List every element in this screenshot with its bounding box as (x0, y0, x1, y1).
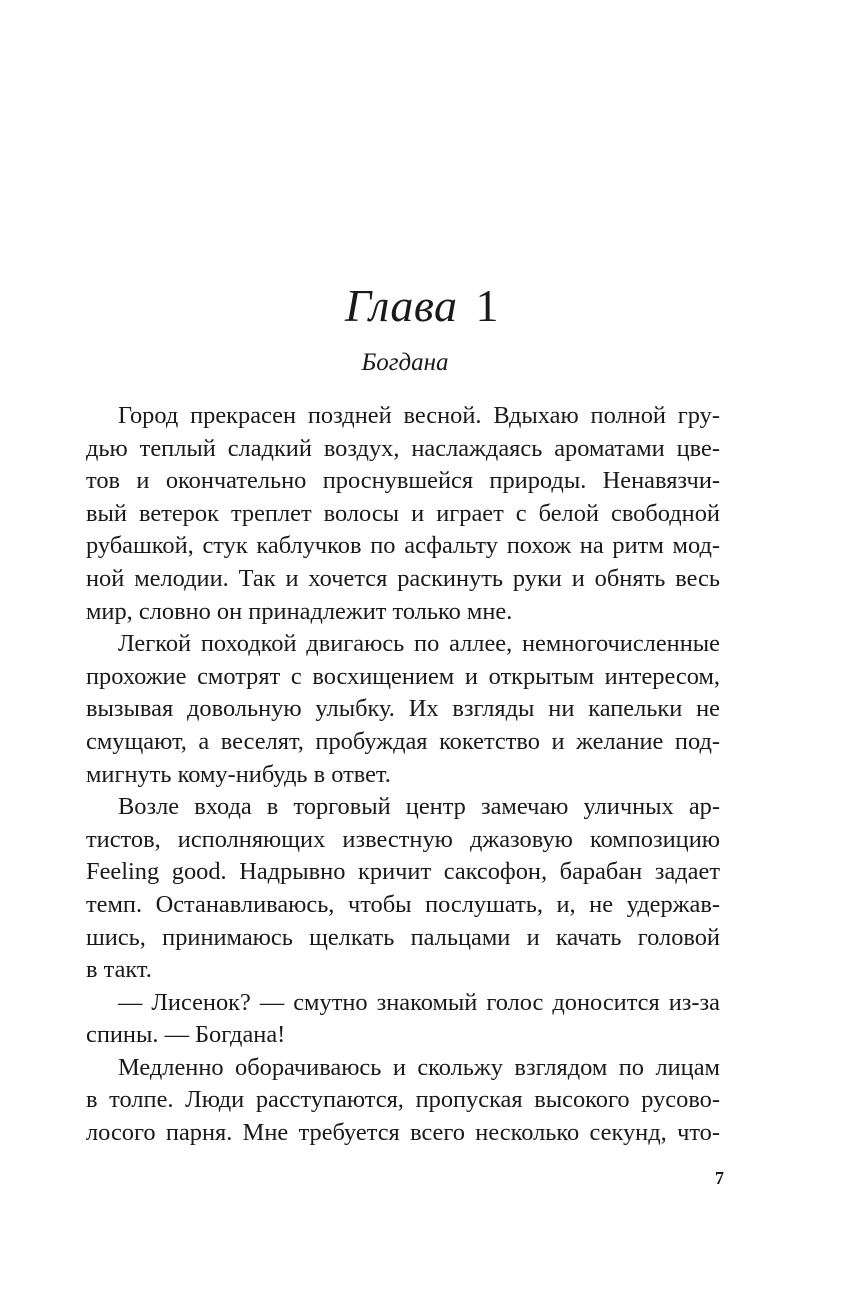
text-line: лосого парня. Мне требуется всего несколько секунд, что- (86, 1119, 720, 1147)
text-line: рубашкой, стук каблучков по асфальту похож на ритм мод- (86, 532, 720, 560)
chapter-subtitle: Богдана (361, 349, 449, 376)
text-line: темп. Останавливаюсь, чтобы послушать, и, не удержав- (86, 890, 720, 918)
text-line: дью теплый сладкий воздух, наслаждаясь ароматами цве- (86, 434, 720, 462)
text-line: в толпе. Люди расступаются, пропуская высокого русово- (86, 1086, 720, 1114)
text-line: мигнуть кому-нибудь в ответ. (86, 760, 391, 788)
text-line: ной мелодии. Так и хочется раскинуть руки и обнять весь (86, 564, 720, 592)
text-line: вызывая довольную улыбку. Их взгляды ни капельки не (86, 695, 720, 723)
body-text (86, 400, 720, 1150)
chapter-title (0, 278, 844, 334)
chapter-number: 1 (475, 280, 499, 331)
text-line: спины. — Богдана! (86, 1021, 286, 1049)
text-line: Медленно оборачиваюсь и скольжу взглядом по лицам (118, 1053, 720, 1081)
text-line: в такт. (86, 956, 152, 984)
text-line: — Лисенок? — смутно знакомый голос доносится из-за (118, 988, 720, 1016)
page-number: 7 (715, 1168, 724, 1188)
text-line: Возле входа в торговый центр замечаю уличных ар- (118, 793, 720, 821)
text-line: смущают, а веселят, пробуждая кокетство и желание под- (86, 727, 720, 755)
text-line: Feeling good. Надрывно кричит саксофон, барабан задает (86, 858, 720, 886)
text-line: прохожие смотрят с восхищением и открытым интересом, (86, 662, 720, 690)
text-line: тов и окончательно проснувшейся природы. Ненавязчи- (86, 467, 720, 495)
text-line: тистов, исполняющих известную джазовую композицию (86, 825, 720, 853)
text-line: шись, принимаюсь щелкать пальцами и качать головой (86, 923, 720, 951)
text-line: вый ветерок треплет волосы и играет с белой свободной (86, 499, 720, 527)
text-line: мир, словно он принадлежит только мне. (86, 597, 513, 625)
chapter-title-word: Глава (345, 280, 458, 331)
text-line: Легкой походкой двигаюсь по аллее, немногочисленные (118, 630, 720, 658)
text-line: Город прекрасен поздней весной. Вдыхаю полной гру- (118, 402, 720, 429)
